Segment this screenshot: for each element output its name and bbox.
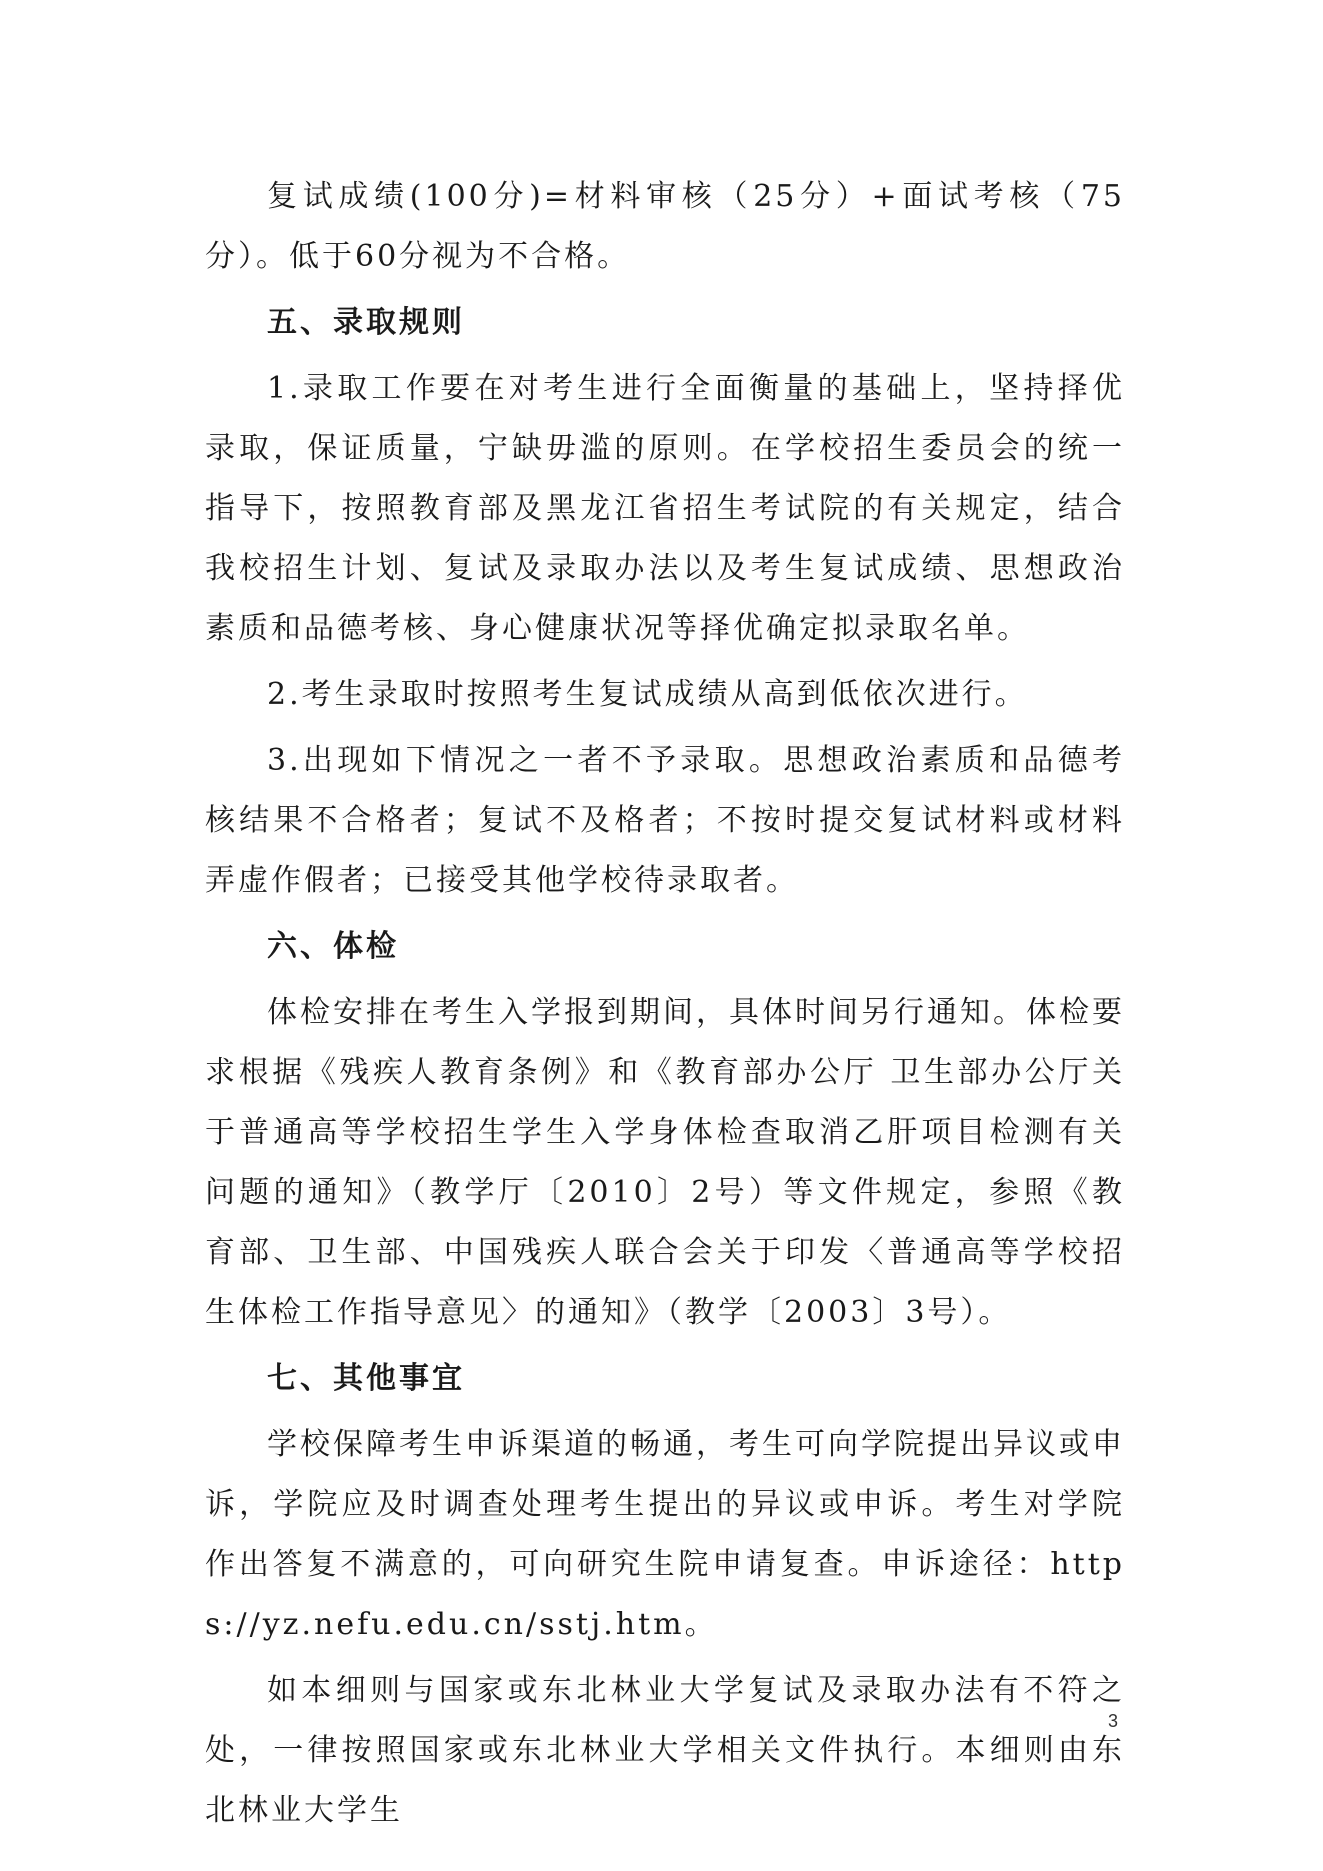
admission-rule-3: 3.出现如下情况之一者不予录取。思想政治素质和品德考核结果不合格者；复试不及格者；不按时提交复试材料或材料弄虚作假者；已接受其他学校待录取者。 [205, 743, 1125, 898]
appeal-paragraph: 学校保障考生申诉渠道的畅通，考生可向学院提出异议或申诉，学院应及时调查处理考生提出的异议或申诉。考生对学院作出答复不满意的，可向研究生院申请复查。申诉途径：https://yz.nefu.edu.cn/sstj.htm。 [205, 1427, 1125, 1642]
closing-paragraph: 如本细则与国家或东北林业大学复试及录取办法有不符之处，一律按照国家或东北林业大学相关文件执行。本细则由东北林业大学生 [205, 1673, 1125, 1828]
page-number: 3 [1108, 1711, 1119, 1731]
section-5-heading: 五、录取规则 [267, 305, 465, 340]
document-body [205, 167, 1125, 1841]
section-7-heading: 七、其他事宜 [267, 1361, 465, 1396]
physical-exam-paragraph: 体检安排在考生入学报到期间，具体时间另行通知。体检要求根据《残疾人教育条例》和《教育部办公厅 卫生部办公厅关于普通高等学校招生学生入学身体检查取消乙肝项目检测有关问题的通知》（教学厅〔2010〕2号）等文件规定，参照《教育部、卫生部、中国残疾人联合会关于印发〈普通高等学校招生体检工作指导意见〉的通知》（教学〔2003〕3号）。 [205, 995, 1125, 1330]
admission-rule-2: 2.考生录取时按照考生复试成绩从高到低依次进行。 [267, 677, 1028, 712]
section-6-heading: 六、体检 [267, 929, 399, 964]
admission-rule-1: 1.录取工作要在对考生进行全面衡量的基础上，坚持择优录取，保证质量，宁缺毋滥的原则。在学校招生委员会的统一指导下，按照教育部及黑龙江省招生考试院的有关规定，结合我校招生计划、复试及录取办法以及考生复试成绩、思想政治素质和品德考核、身心健康状况等择优确定拟录取名单。 [205, 371, 1125, 646]
score-formula-paragraph: 复试成绩(100分)=材料审核（25分）+面试考核（75分）。低于60分视为不合格。 [205, 179, 1125, 274]
